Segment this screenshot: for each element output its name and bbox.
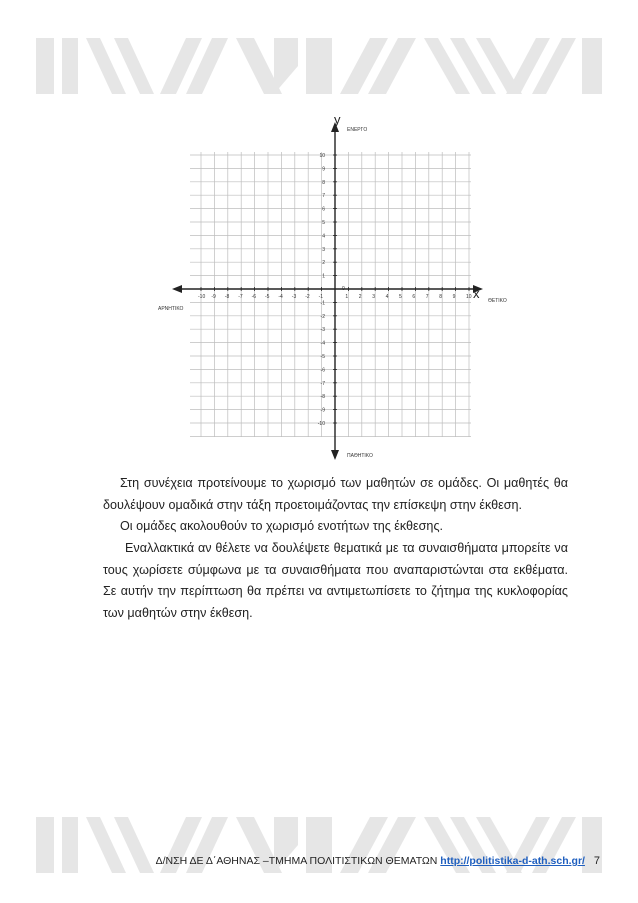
y-tick-label: 9 [322,166,325,173]
graph-grid [190,152,471,437]
y-tick-label: -7 [320,380,325,387]
page-footer [0,855,600,867]
y-tick-label: -1 [320,300,325,307]
y-tick-label: -9 [320,407,325,414]
x-tick-label: -4 [278,294,283,300]
x-tick-label: -5 [265,294,270,300]
header-decorative-banner [36,38,602,94]
left-axis-label: ΑΡΝΗΤΙΚΟ [158,306,184,312]
coordinate-graph [150,112,520,470]
y-tick-label: 5 [322,220,325,226]
origin-label: 0 [342,286,345,292]
x-axis-arrow-left [172,285,182,293]
x-tick-label: 7 [425,294,429,300]
y-axis-label: y [334,112,341,127]
y-tick-label: -6 [320,367,325,374]
top-axis-label: ΕΝΕΡΓΟ [347,127,368,133]
x-tick-label: -6 [251,294,257,300]
x-tick-label: -7 [238,294,243,300]
right-axis-label: ΘΕΤΙΚΟ [488,298,507,304]
x-tick-label: -10 [198,294,206,300]
x-tick-label: 1 [345,294,349,300]
page-number: 7 [593,855,600,867]
x-tick-label: 10 [466,294,472,300]
y-tick-label: 4 [322,233,325,240]
y-tick-label: -5 [320,354,325,360]
x-tick-label: 4 [385,294,389,300]
y-tick-labels [318,153,337,427]
x-tick-label: -9 [211,294,216,300]
x-tick-label: -3 [291,294,297,300]
x-tick-label: 3 [372,294,375,300]
y-tick-label: 2 [322,260,325,267]
x-tick-label: 8 [439,294,442,300]
x-tick-label: -2 [305,294,310,300]
x-axis-label: x [473,286,480,301]
y-tick-label: -3 [320,327,325,334]
x-tick-label: 9 [452,294,456,300]
x-tick-label: 2 [358,294,362,300]
y-tick-label: -4 [320,340,325,347]
x-tick-label: 6 [412,294,416,300]
y-tick-label: -2 [320,313,325,320]
x-tick-label: -1 [318,294,324,300]
paragraph-alternative: Εναλλακτικά αν θέλετε να δουλέψετε θεματικά με τα συναισθήματα μπορείτε να τους χωρίσετε σύμφωνα με τα συναισθήματα που αναπαριστώνται στα εκθέματα. Σε αυτήν την περίπτωση θα πρέπει να αντιμετωπίσετε το ζήτημα της κυκλοφορίας των μαθητών στην έκθεση. [103,541,568,620]
paragraph-sections: Οι ομάδες ακολουθούν το χωρισμό ενοτήτων της έκθεσης. [120,519,444,533]
x-tick-label: -8 [224,294,230,300]
y-tick-label: 8 [322,179,325,186]
y-tick-label: 7 [322,193,325,200]
bottom-axis-label: ΠΑΘΗΤΙΚΟ [347,453,373,459]
footer-link[interactable]: http://politistika-d-ath.sch.gr/ [440,855,585,867]
y-axis-arrow-down [331,450,339,460]
y-tick-label: 1 [322,273,325,280]
paragraph-grouping: Στη συνέχεια προτείνουμε το χωρισμό των μαθητών σε ομάδες. Οι μαθητές θα δουλέψουν ομαδικά στην τάξη προετοιμάζοντας την επίσκεψη στην έκθεση. [103,476,568,512]
y-tick-label: -10 [317,421,325,427]
y-tick-label: 6 [322,206,325,213]
footer-text: Δ/ΝΣΗ ΔΕ Δ΄ΑΘΗΝΑΣ –ΤΜΗΜΑ ΠΟΛΙΤΙΣΤΙΚΩΝ ΘΕΜΑΤΩΝ [155,855,438,867]
y-tick-label: -8 [320,394,325,401]
x-tick-label: 5 [399,294,402,300]
y-tick-label: 3 [322,246,325,253]
y-tick-label: 10 [319,153,325,159]
